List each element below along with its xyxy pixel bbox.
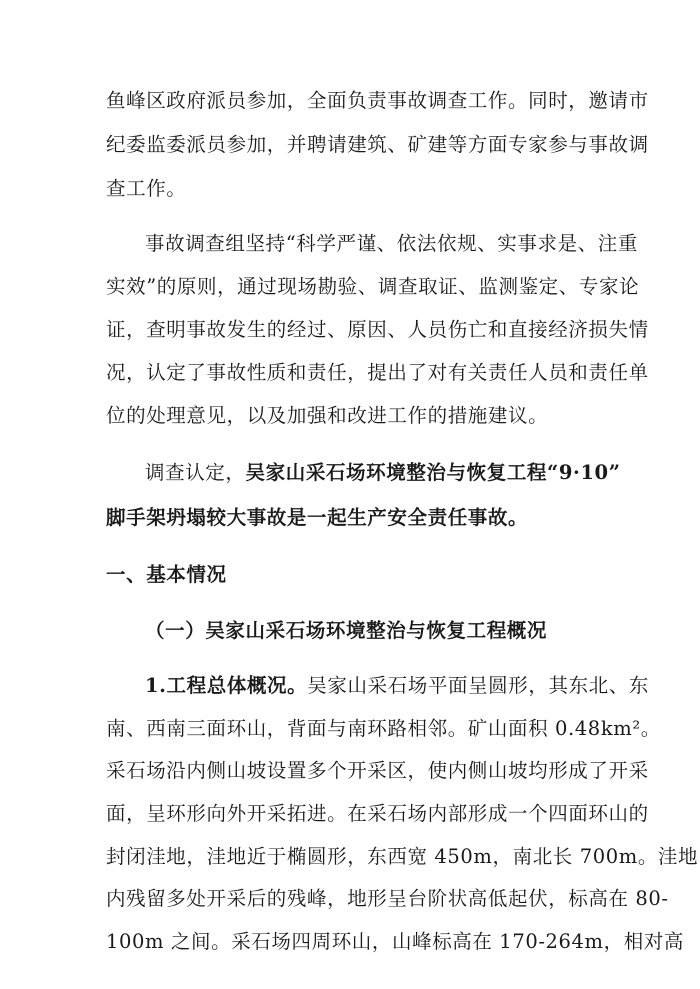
item-lead: 1.工程总体概况。 xyxy=(145,674,308,697)
subsection-heading: （一）吴家山采石场环境整治与恢复工程概况 xyxy=(145,619,548,642)
paragraph-line xyxy=(145,673,649,699)
paragraph-line: 位的处理意见，以及加强和改进工作的措施建议。 xyxy=(106,404,549,427)
paragraph-line: 事故调查组坚持“科学严谨、依法依规、实事求是、注重 xyxy=(145,232,638,255)
paragraph-line: 鱼峰区政府派员参加，全面负责事故调查工作。同时，邀请市 xyxy=(106,89,649,112)
paragraph-line: 纪委监委派员参加，并聘请建筑、矿建等方面专家参与事故调 xyxy=(106,133,649,156)
paragraph-line: 南、西南三面环山，背面与南环路相邻。矿山面积 0.48km²。 xyxy=(106,717,661,740)
paragraph-line: 封闭洼地，洼地近于椭圆形，东西宽 450m，南北长 700m。洼地 xyxy=(106,845,699,868)
item-text: 吴家山采石场平面呈圆形，其东北、东 xyxy=(307,674,649,697)
paragraph-line: 采石场沿内侧山坡设置多个开采区，使内侧山坡均形成了开采 xyxy=(106,759,649,782)
conclusion-bold: 吴家山采石场环境整治与恢复工程“9·10” xyxy=(245,461,621,484)
conclusion-line xyxy=(145,460,621,486)
paragraph-line: 面，呈环形向外开采拓进。在采石场内部形成一个四面环山的 xyxy=(106,802,649,825)
paragraph-line: 查工作。 xyxy=(106,177,187,200)
section-heading: 一、基本情况 xyxy=(106,563,227,586)
conclusion-lead: 调查认定， xyxy=(145,461,246,484)
paragraph-line: 内残留多处开采后的残峰，地形呈台阶状高低起伏，标高在 80- xyxy=(106,887,669,910)
conclusion-bold-line: 脚手架坍塌较大事故是一起生产安全责任事故。 xyxy=(106,506,529,529)
paragraph-line: 况，认定了事故性质和责任，提出了对有关责任人员和责任单 xyxy=(106,361,649,384)
paragraph-line: 证，查明事故发生的经过、原因、人员伤亡和直接经济损失情 xyxy=(106,318,649,341)
paragraph-line: 实效”的原则，通过现场勘验、调查取证、监测鉴定、专家论 xyxy=(106,275,640,298)
paragraph-line: 100m 之间。采石场四周环山，山峰标高在 170-264m，相对高 xyxy=(106,930,685,953)
